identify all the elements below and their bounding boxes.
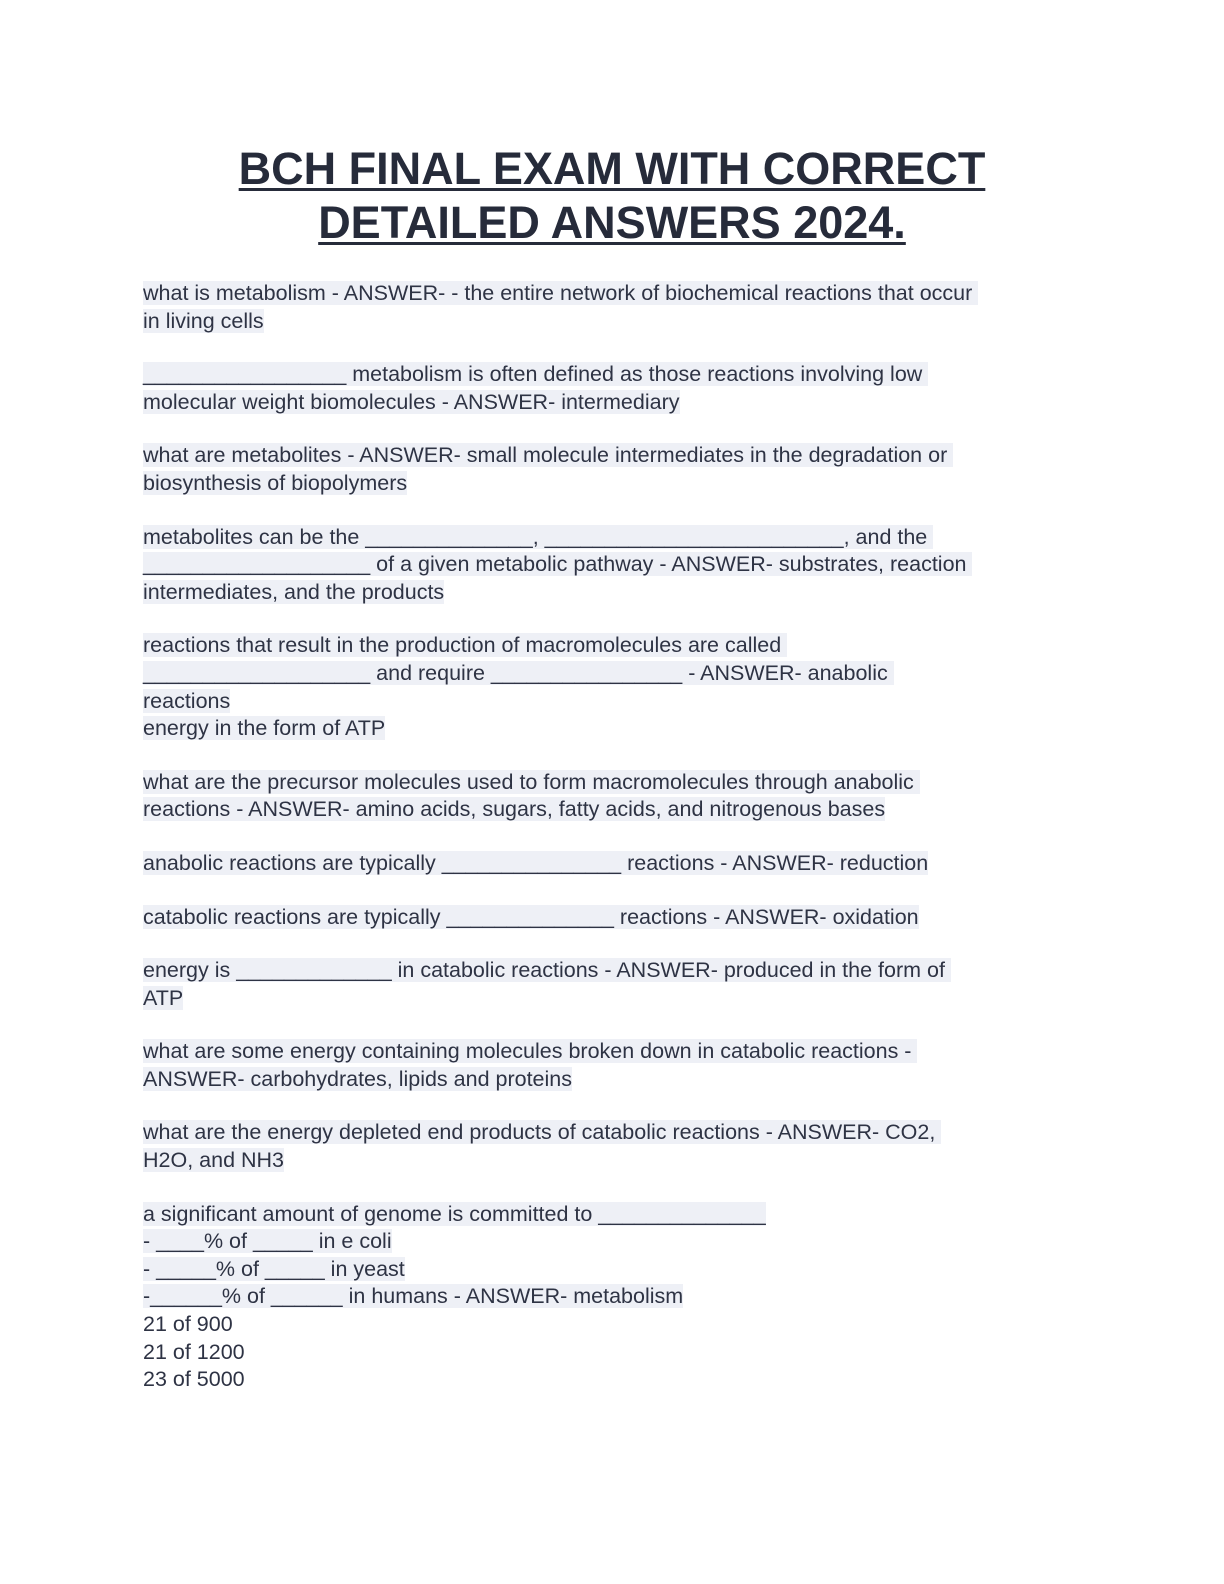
qa-line: in living cells (143, 308, 264, 333)
qa-line: what is metabolism - ANSWER- - the entire network of biochemical reactions that occur (143, 281, 979, 305)
title-line-2: DETAILED ANSWERS 2024. (318, 197, 906, 248)
qa-item-8 (143, 904, 1083, 932)
qa-item-4 (143, 524, 1083, 607)
qa-line: biosynthesis of biopolymers (143, 470, 408, 495)
qa-item-6 (143, 769, 1083, 824)
qa-item-2 (143, 361, 1083, 416)
qa-line: energy is _____________ in catabolic reactions - ANSWER- produced in the form of (143, 958, 951, 983)
qa-line: what are metabolites - ANSWER- small molecule intermediates in the degradation or (143, 443, 954, 468)
qa-line: what are some energy containing molecules broken down in catabolic reactions - (143, 1039, 918, 1064)
qa-line: 23 of 5000 (143, 1367, 245, 1392)
qa-line: reactions that result in the production of macromolecules are called (143, 633, 788, 658)
qa-item-3 (143, 442, 1083, 497)
qa-line: reactions (143, 688, 231, 713)
qa-line: H2O, and NH3 (143, 1148, 285, 1173)
qa-item-10 (143, 1038, 1083, 1093)
qa-line: metabolites can be the ______________, _________________________, and the (143, 524, 934, 549)
qa-line: - _____% of _____ in yeast (143, 1256, 405, 1281)
qa-line: ___________________ and require ________________ - ANSWER- anabolic (143, 660, 894, 685)
title-line-1: BCH FINAL EXAM WITH CORRECT (238, 143, 986, 194)
qa-list (143, 280, 1083, 1420)
qa-line: - ____% of _____ in e coli (143, 1229, 392, 1254)
document-title (0, 142, 1224, 250)
qa-line: intermediates, and the products (143, 579, 445, 604)
qa-item-1 (143, 280, 1083, 335)
qa-item-5 (143, 632, 1083, 742)
qa-line: anabolic reactions are typically _______________ reactions - ANSWER- reduction (143, 850, 929, 875)
qa-line: ___________________ of a given metabolic pathway - ANSWER- substrates, reaction (143, 552, 973, 577)
qa-item-11 (143, 1119, 1083, 1174)
qa-line: -______% of ______ in humans - ANSWER- metabolism (143, 1284, 684, 1309)
qa-line: a significant amount of genome is committed to ______________ (143, 1201, 766, 1226)
qa-line: 21 of 900 (143, 1312, 233, 1337)
qa-item-7 (143, 850, 1083, 878)
qa-line: what are the energy depleted end products of catabolic reactions - ANSWER- CO2, (143, 1120, 942, 1145)
qa-line: catabolic reactions are typically ______________ reactions - ANSWER- oxidation (143, 904, 919, 929)
qa-line: ANSWER- carbohydrates, lipids and proteins (143, 1066, 572, 1091)
qa-item-12 (143, 1201, 1083, 1394)
qa-line: energy in the form of ATP (143, 716, 386, 741)
qa-line: molecular weight biomolecules - ANSWER- intermediary (143, 389, 680, 414)
qa-line: what are the precursor molecules used to form macromolecules through anabolic (143, 769, 920, 794)
qa-line: reactions - ANSWER- amino acids, sugars, fatty acids, and nitrogenous bases (143, 797, 886, 822)
qa-item-9 (143, 957, 1083, 1012)
qa-line: _________________ metabolism is often defined as those reactions involving low (143, 362, 929, 387)
qa-line: ATP (143, 985, 184, 1010)
qa-line: 21 of 1200 (143, 1339, 245, 1364)
